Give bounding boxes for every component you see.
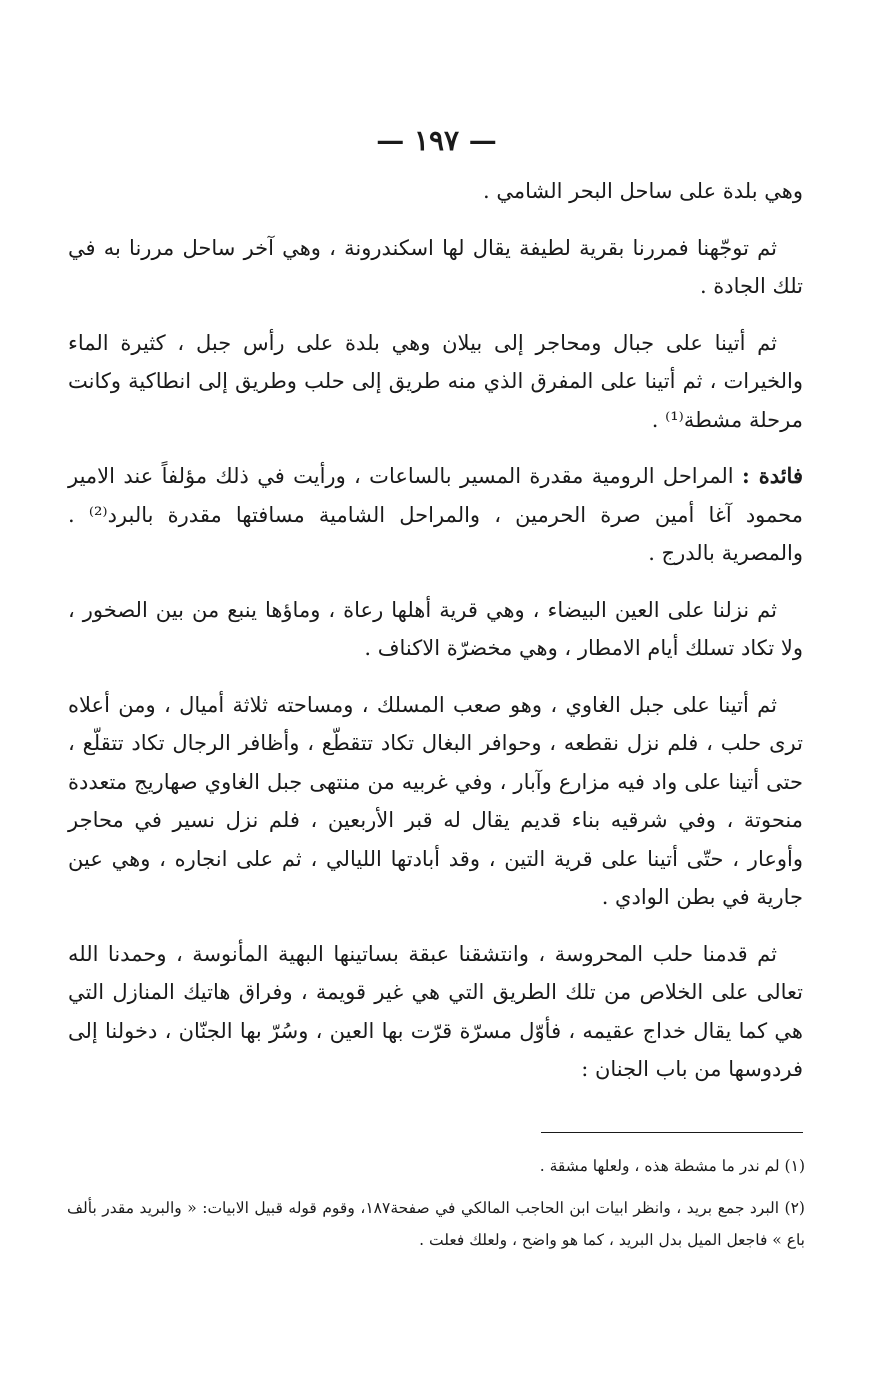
main-text (68, 172, 803, 1107)
footnote-1: (١) لم ندر ما مشطة هذه ، ولعلها مشقة . (539, 1157, 805, 1175)
paragraph-1 (68, 172, 803, 211)
paragraph-5 (68, 591, 803, 668)
paragraph-text: ثم توجّهنا فمررنا بقرية لطيفة يقال لها اسكندرونة ، وهي آخر ساحل مررنا به في تلك الجادة . (68, 235, 803, 298)
paragraph-3 (68, 324, 803, 440)
footnotes (67, 1150, 805, 1266)
paragraph-lead: فائدة : (741, 463, 803, 488)
footnote-2: (٢) البرد جمع بريد ، وانظر ابيات ابن الحاجب المالكي في صفحة١٨٧، وقوم قوله قبيل الابيات: « والبريد مقدر بألف باع » فاجعل الميل بدل البريد ، كما هو واضح ، ولعلك فعلت . (67, 1199, 805, 1249)
paragraph-7 (68, 935, 803, 1089)
paragraph-6 (68, 686, 803, 917)
paragraph-4 (68, 457, 803, 573)
paragraph-text: ثم قدمنا حلب المحروسة ، وانتشقنا عبقة بساتينها البهية المأنوسة ، وحمدنا الله تعالى على الخلاص من تلك الطريق التي هي غير قويمة ، وفراق هاتيك المنازل التي هي كما يقال خداج عقيمه ، فأوّل مسرّة قرّت بها العين ، وسُرّ بها الجنّان ، دخولنا إلى فردوسها من باب الجنان : (68, 941, 803, 1081)
page-number: — ١٩٧ — (376, 124, 497, 157)
paragraph-2 (68, 229, 803, 306)
paragraph-text: المراحل الرومية مقدرة المسير بالساعات ، ورأيت في ذلك مؤلفاً عند الامير محمود آغا أمين صرة الحرمين ، والمراحل الشامية مسافتها مقدرة بالبرد⁽²⁾ . والمصرية بالدرج . (68, 464, 803, 565)
paragraph-text: ثم نزلنا على العين البيضاء ، وهي قرية أهلها رعاة ، وماؤها ينبع من بين الصخور ، ولا تكاد تسلك أيام الامطار ، وهي مخضرّة الاكناف . (68, 597, 803, 660)
paragraph-text: ثم أتينا على جبال ومحاجر إلى بيلان وهي بلدة على رأس جبل ، كثيرة الماء والخيرات ، ثم أتينا على المفرق الذي منه طريق إلى حلب وطريق إلى انطاكية وكانت مرحلة مشطة⁽¹⁾ . (68, 330, 803, 432)
footnote-divider (541, 1132, 803, 1133)
paragraph-text: ثم أتينا على جبل الغاوي ، وهو صعب المسلك ، ومساحته ثلاثة أميال ، ومن أعلاه ترى حلب ، فلم نزل نقطعه ، وحوافر البغال تكاد تتقطّع ، وأظافر الرجال تكاد تتقلّع ، حتى أتينا على واد فيه مزارع وآبار ، وفي غربيه من منتهى جبل الغاوي صهاريج متعددة منحوتة ، وفي شرقيه بناء قديم يقال له قبر الأربعين ، فلم نزل نسير في محاجر وأوعار ، حتّى أتينا على قرية التين ، وقد أبادتها الليالي ، ثم على انجاره ، وهي عين جارية في بطن الوادي . (68, 692, 803, 909)
paragraph-text: وهي بلدة على ساحل البحر الشامي . (483, 179, 803, 203)
